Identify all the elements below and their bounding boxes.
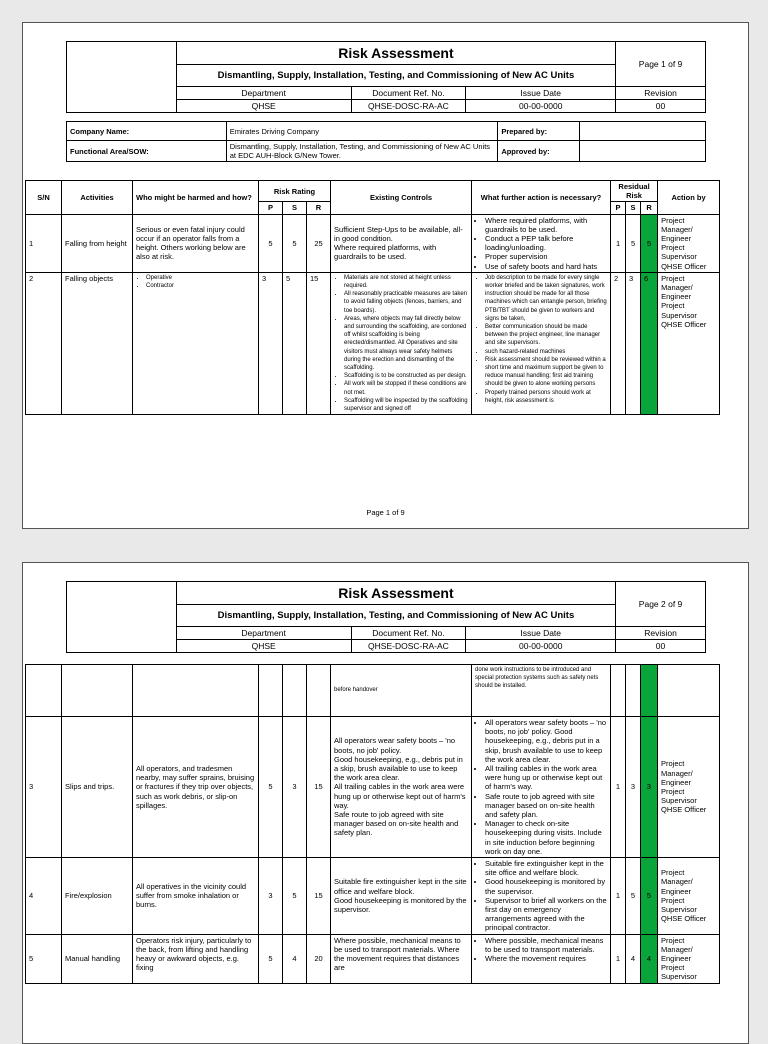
row-res-s: 3 xyxy=(626,717,641,858)
row-s: 5 xyxy=(283,214,307,272)
row-activity: Manual handling xyxy=(62,934,133,983)
col-activities: Activities xyxy=(62,181,133,215)
row-controls: before handover xyxy=(331,665,472,717)
row-p: 3 xyxy=(259,272,283,414)
col-s: S xyxy=(283,202,307,214)
revision-value: 00 xyxy=(616,640,706,653)
row-p: 3 xyxy=(259,858,283,935)
issue-date-value: 00-00-0000 xyxy=(466,640,616,653)
row-activity: Falling objects xyxy=(62,272,133,414)
further-item: • Good housekeeping is monitored by the supervisor. xyxy=(485,877,607,895)
table-row xyxy=(26,272,720,414)
document-title: Risk Assessment xyxy=(176,582,615,605)
further-item: • All trailing cables in the work area were hung up or otherwise kept out of harm's way. xyxy=(485,764,607,792)
revision-label: Revision xyxy=(616,627,706,640)
row-s: 4 xyxy=(283,934,307,983)
control-item: • All reasonably practicable measures are taken to avoid falling objects (fences, barriers, and toe boards). xyxy=(344,290,468,315)
row-sn: 5 xyxy=(26,934,62,983)
col-further: What further action is necessary? xyxy=(472,181,611,215)
col-action-by: Action by xyxy=(658,181,720,215)
further-item: • Better communication should be made between the project engineer, line manager and site supervisors. xyxy=(485,323,607,348)
further-item: • such hazard-related machines xyxy=(485,348,607,356)
row-activity: Falling from height xyxy=(62,214,133,272)
row-res-s: 4 xyxy=(626,934,641,983)
logo-cell xyxy=(67,42,177,113)
company-value: Emirates Driving Company xyxy=(226,122,498,141)
row-res-p: 1 xyxy=(611,717,626,858)
docref-label: Document Ref. No. xyxy=(351,87,466,100)
further-item: • Conduct a PEP talk before loading/unloading. xyxy=(485,234,607,252)
col-controls: Existing Controls xyxy=(331,181,472,215)
row-activity: Fire/explosion xyxy=(62,858,133,935)
risk-table xyxy=(25,180,720,415)
row-s: 3 xyxy=(283,717,307,858)
control-item: • Areas, where objects may fall directly below and surrounding the scaffolding, are cordoned off whilst scaffolding is being erected/dismantled. All Operatives and site visitors must always wear safety helmets during the erection and dismantling of the scaffolding. xyxy=(344,315,468,372)
row-p: 5 xyxy=(259,717,283,858)
document-subtitle: Dismantling, Supply, Installation, Testing, and Commissioning of New AC Units xyxy=(176,65,615,87)
further-item: • Use of safety boots and hard hats xyxy=(485,262,607,271)
row-res-p: 2 xyxy=(611,272,626,414)
control-item: • All work will be stopped if these conditions are not met. xyxy=(344,380,468,396)
who-item: • Operative xyxy=(146,274,255,282)
row-controls: Sufficient Step-Ups to be available, all-in good condition. Where required platforms, with guardrails to be used. xyxy=(331,214,472,272)
page-number: Page 1 of 9 xyxy=(616,42,706,87)
row-p: 5 xyxy=(259,934,283,983)
row-who: All operators, and tradesmen nearby, may suffer sprains, bruising or fractures if they trip over objects, such as work debris, or slip-on spillages. xyxy=(133,717,259,858)
further-item: • Safe route to job agreed with site manager based on on-site health and safety plan. xyxy=(485,792,607,820)
row-sn: 2 xyxy=(26,272,62,414)
row-res-s: 3 xyxy=(626,272,641,414)
col-sn: S/N xyxy=(26,181,62,215)
row-sn: 4 xyxy=(26,858,62,935)
row-r: 15 xyxy=(307,272,331,414)
row-res-s: 5 xyxy=(626,214,641,272)
who-item: • Contractor xyxy=(146,282,255,290)
row-r: 25 xyxy=(307,214,331,272)
further-item: • Risk assessment should be reviewed within a short time and maximum support be given to reduce manual handling; first aid training should be given to alone working persons xyxy=(485,356,607,389)
document-header xyxy=(66,581,706,653)
docref-label: Document Ref. No. xyxy=(351,627,466,640)
document-header xyxy=(66,41,706,113)
row-further xyxy=(472,717,611,858)
col-residual: Residual Risk xyxy=(611,181,658,202)
page-footer: Page 1 of 9 xyxy=(366,508,405,517)
department-value: QHSE xyxy=(176,640,351,653)
risk-table xyxy=(25,664,720,984)
row-res-r: 5 xyxy=(641,858,658,935)
row-sn: 3 xyxy=(26,717,62,858)
row-p: 5 xyxy=(259,214,283,272)
row-r: 15 xyxy=(307,858,331,935)
prepared-label: Prepared by: xyxy=(498,122,580,141)
table-row xyxy=(26,665,720,717)
row-further xyxy=(472,934,611,983)
control-item: • Scaffolding is to be constructed as per design. xyxy=(344,372,468,380)
department-label: Department xyxy=(176,627,351,640)
row-further xyxy=(472,272,611,414)
row-s: 5 xyxy=(283,272,307,414)
control-item: • Materials are not stored at height unless required. xyxy=(344,274,468,290)
further-item: • Where required platforms, with guardrails to be used. xyxy=(485,216,607,234)
further-item: • All operators wear safety boots – 'no boots, no job' policy. Good housekeeping, e.g., debris put in a skip, brush available to use to keep the work area clear. xyxy=(485,718,607,764)
docref-value: QHSE-DOSC-RA-AC xyxy=(351,100,466,113)
document-page-1 xyxy=(22,22,749,529)
row-sn: 1 xyxy=(26,214,62,272)
col-res-s: S xyxy=(626,202,641,214)
further-item: • Where possible, mechanical means to be used to transport materials. xyxy=(485,936,607,954)
document-subtitle: Dismantling, Supply, Installation, Testing, and Commissioning of New AC Units xyxy=(176,605,615,627)
row-controls: All operators wear safety boots – 'no boots, no job' policy. Good housekeeping, e.g., debris put in a skip, brush available to use to keep the work area clear. All trailing cables in the work area were hung up or otherwise kept out of harm's way. Safe route to job agreed with site manager based on on-site health and safety plan. xyxy=(331,717,472,858)
further-item: • Supervisor to brief all workers on the first day on emergency arrangements agreed with the principal contractor. xyxy=(485,896,607,933)
row-further xyxy=(472,214,611,272)
row-further: done work instructions to be introduced and special protection systems such as safety nets should be installed. xyxy=(472,665,611,717)
row-controls: Suitable fire extinguisher kept in the site office and welfare block. Good housekeeping is monitored by the supervisor. xyxy=(331,858,472,935)
docref-value: QHSE-DOSC-RA-AC xyxy=(351,640,466,653)
row-who: Serious or even fatal injury could occur if an operator falls from a height. Others working below are also at risk. xyxy=(133,214,259,272)
document-title: Risk Assessment xyxy=(176,42,615,65)
row-further xyxy=(472,858,611,935)
col-p: P xyxy=(259,202,283,214)
further-item: • Manager to check on-site housekeeping during visits. Include in site induction before beginning work on day one. xyxy=(485,819,607,856)
table-row xyxy=(26,858,720,935)
further-item: • Job description to be made for every single worker briefed and be taken signatures, work instruction should be made for all those machines which can entangle person, briefing PTB/TBT should be given to workers and signs be taken, xyxy=(485,274,607,323)
col-risk-rating: Risk Rating xyxy=(259,181,331,202)
col-r: R xyxy=(307,202,331,214)
row-action-by: Project Manager/ Engineer Project Supervisor QHSE Officer xyxy=(658,858,720,935)
row-res-r: 4 xyxy=(641,934,658,983)
row-who: All operatives in the vicinity could suffer from smoke inhalation or burns. xyxy=(133,858,259,935)
department-label: Department xyxy=(176,87,351,100)
row-res-p: 1 xyxy=(611,214,626,272)
row-res-s: 5 xyxy=(626,858,641,935)
revision-label: Revision xyxy=(616,87,706,100)
further-item: • Suitable fire extinguisher kept in the site office and welfare block. xyxy=(485,859,607,877)
issue-date-label: Issue Date xyxy=(466,627,616,640)
prepared-value xyxy=(580,122,706,141)
table-row xyxy=(26,214,720,272)
row-s: 5 xyxy=(283,858,307,935)
table-row xyxy=(26,934,720,983)
row-controls: Where possible, mechanical means to be used to transport materials. Where the movement requires that distances are xyxy=(331,934,472,983)
issue-date-label: Issue Date xyxy=(466,87,616,100)
row-res-r: 5 xyxy=(641,214,658,272)
department-value: QHSE xyxy=(176,100,351,113)
row-res-r: 3 xyxy=(641,717,658,858)
issue-date-value: 00-00-0000 xyxy=(466,100,616,113)
logo-cell xyxy=(67,582,177,653)
row-action-by: Project Manager/ Engineer Project Supervisor xyxy=(658,934,720,983)
row-r: 20 xyxy=(307,934,331,983)
col-res-r: R xyxy=(641,202,658,214)
area-label: Functional Area/SOW: xyxy=(67,141,227,162)
further-item: • Proper supervision xyxy=(485,252,607,261)
row-r: 15 xyxy=(307,717,331,858)
col-who: Who might be harmed and how? xyxy=(133,181,259,215)
row-action-by: Project Manager/ Engineer Project Supervisor QHSE Officer xyxy=(658,717,720,858)
row-action-by: Project Manager/ Engineer Project Supervisor QHSE Officer xyxy=(658,272,720,414)
area-value: Dismantling, Supply, Installation, Testing, and Commissioning of New AC Units at EDC AUH-Block G/New Tower. xyxy=(226,141,498,162)
revision-value: 00 xyxy=(616,100,706,113)
row-action-by: Project Manager/ Engineer Project Supervisor QHSE Officer xyxy=(658,214,720,272)
row-res-r: 6 xyxy=(641,272,658,414)
row-who: Operators risk injury, particularly to the back, from lifting and handling heavy or awkward objects, e.g. fixing xyxy=(133,934,259,983)
further-item: • Where the movement requires xyxy=(485,954,607,963)
row-res-p: 1 xyxy=(611,858,626,935)
page-number: Page 2 of 9 xyxy=(616,582,706,627)
company-label: Company Name: xyxy=(67,122,227,141)
control-item: • Scaffolding will be inspected by the scaffolding supervisor and signed off xyxy=(344,397,468,413)
document-page-2 xyxy=(22,562,749,1044)
approved-value xyxy=(580,141,706,162)
row-res-p: 1 xyxy=(611,934,626,983)
table-row xyxy=(26,717,720,858)
info-table xyxy=(66,121,706,162)
approved-label: Approved by: xyxy=(498,141,580,162)
row-controls xyxy=(331,272,472,414)
col-res-p: P xyxy=(611,202,626,214)
row-activity: Slips and trips. xyxy=(62,717,133,858)
row-who xyxy=(133,272,259,414)
further-item: • Properly trained persons should work at height, risk assessment is xyxy=(485,389,607,405)
